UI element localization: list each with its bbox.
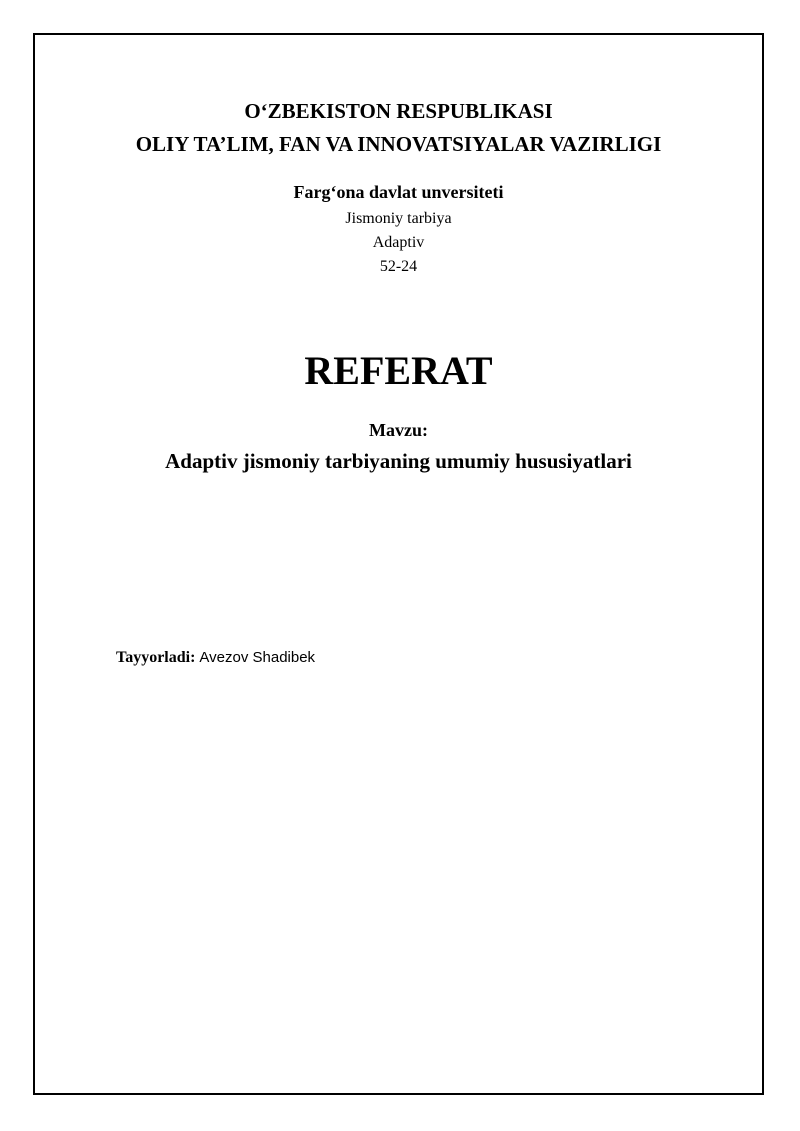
group-number: 52-24: [379, 258, 418, 275]
direction-name: Adaptiv: [372, 234, 425, 251]
author-line: [116, 649, 315, 667]
ministry-line-1: O‘ZBEKISTON RESPUBLIKASI: [244, 99, 553, 123]
university-name: Farg‘ona davlat unversiteti: [293, 182, 504, 202]
author-name: Avezov Shadibek: [199, 649, 316, 666]
author-label: Tayyorladi:: [116, 649, 196, 666]
topic-label: Mavzu:: [369, 420, 428, 440]
topic-title: Adaptiv jismoniy tarbiyaning umumiy hususіyatlari: [165, 449, 632, 473]
faculty-name: Jismoniy tarbiya: [345, 210, 452, 227]
ministry-line-2: OLIY TA’LIM, FAN VA INNOVATSIYALAR VAZIRLIGI: [135, 132, 662, 156]
document-type: REFERAT: [304, 348, 493, 393]
